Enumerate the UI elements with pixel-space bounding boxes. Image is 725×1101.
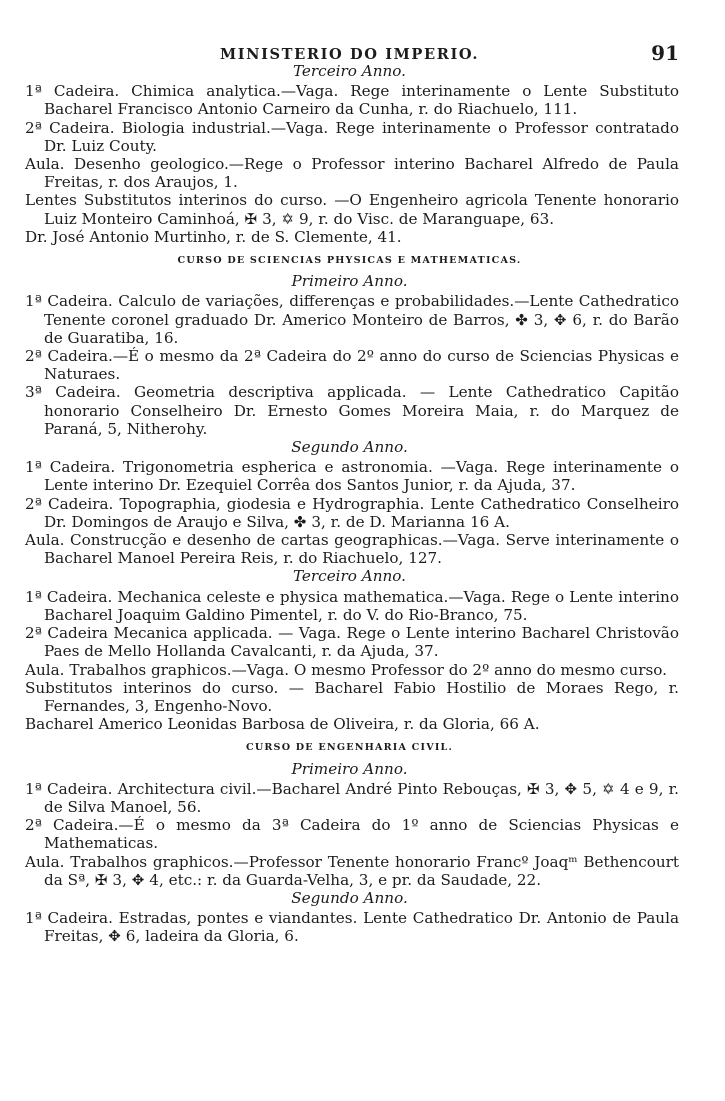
year-heading: Terceiro Anno.	[292, 567, 406, 586]
chair-entry: 2ª Cadeira Mecanica applicada. — Vaga. Rege o Lente interino Bacharel Christovão Paes de Mello Hollanda Cavalcanti, r. da Ajuda, 37.	[25, 624, 679, 661]
person-entry: Dr. José Antonio Murtinho, r. de S. Clemente, 41.	[25, 227, 402, 246]
year-heading: Primeiro Anno.	[291, 759, 408, 778]
chair-entry: 2ª Cadeira.—É o mesmo da 2ª Cadeira do 2º anno do curso de Sciencias Physicas e Naturaes.	[25, 347, 679, 384]
chair-entry: 2ª Cadeira.—É o mesmo da 3ª Cadeira do 1º anno de Sciencias Physicas e Mathematicas.	[25, 816, 679, 853]
year-heading: Segundo Anno.	[291, 438, 408, 457]
chair-entry: 2ª Cadeira. Biologia industrial.—Vaga. Rege interinamente o Professor contratado Dr. Luiz Couty.	[25, 118, 679, 155]
course-heading: CURSO DE SCIENCIAS PHYSICAS E MATHEMATICAS.	[177, 255, 522, 267]
chair-entry: 3ª Cadeira. Geometria descriptiva applicada. — Lente Cathedratico Capitão honorario Conselheiro Dr. Ernesto Gomes Moreira Maia, r. do Marquez de Paraná, 5, Nitherohy.	[25, 383, 679, 438]
substitutes-entry: Lentes Substitutos interinos do curso. —O Engenheiro agricola Tenente honorario Luiz Monteiro Caminhoá, ✠ 3, ✡ 9, r. do Visc. de Maranguape, 63.	[25, 191, 679, 228]
chair-entry: 1ª Cadeira. Architectura civil.—Bacharel André Pinto Rebouças, ✠ 3, ✥ 5, ✡ 4 e 9, r. de Silva Manoel, 56.	[25, 779, 679, 816]
course-heading: CURSO DE ENGENHARIA CIVIL.	[245, 742, 454, 754]
class-entry: Aula. Desenho geologico.—Rege o Professor interino Bacharel Alfredo de Paula Freitas, r. dos Araujos, 1.	[25, 155, 679, 192]
class-entry: Aula. Trabalhos graphicos.—Vaga. O mesmo Professor do 2º anno do mesmo curso.	[25, 660, 667, 679]
year-heading: Terceiro Anno.	[292, 62, 406, 80]
chair-entry: 1ª Cadeira. Calculo de variações, differenças e probabilidades.—Lente Cathedratico Tenente coronel graduado Dr. Americo Monteiro de Barros, ✤ 3, ✥ 6, r. do Barão de Guaratiba, 16.	[25, 292, 679, 347]
chair-entry: 1ª Cadeira. Estradas, pontes e viandantes. Lente Cathedratico Dr. Antonio de Paula Freitas, ✥ 6, ladeira da Gloria, 6.	[25, 909, 679, 946]
class-entry: Aula. Construcção e desenho de cartas geographicas.—Vaga. Serve interinamente o Bacharel Manoel Pereira Reis, r. do Riachuelo, 127.	[25, 531, 679, 568]
person-entry: Bacharel Americo Leonidas Barbosa de Oliveira, r. da Gloria, 66 A.	[25, 715, 540, 734]
chair-entry: 1ª Cadeira. Trigonometria espherica e astronomia. —Vaga. Rege interinamente o Lente interino Dr. Ezequiel Corrêa dos Santos Junior, r. da Ajuda, 37.	[25, 458, 679, 495]
chair-entry: 1ª Cadeira. Chimica analytica.—Vaga. Rege interinamente o Lente Substituto Bacharel Francisco Antonio Carneiro da Cunha, r. do Riachuelo, 111.	[25, 82, 679, 119]
running-head	[20, 36, 679, 65]
chair-entry: 1ª Cadeira. Mechanica celeste e physica mathematica.—Vaga. Rege o Lente interino Bacharel Joaquim Galdino Pimentel, r. do V. do Rio-Branco, 75.	[25, 587, 679, 624]
year-heading: Primeiro Anno.	[291, 272, 408, 291]
page-number: 91	[651, 41, 679, 65]
chair-entry: 2ª Cadeira. Topographia, giodesia e Hydrographia. Lente Cathedratico Conselheiro Dr. Domingos de Araujo e Silva, ✤ 3, r. de D. Marianna 16 A.	[25, 494, 679, 531]
class-entry: Aula. Trabalhos graphicos.—Professor Tenente honorario Francº Joaqᵐ Bethencourt da Sª, ✠ 3, ✥ 4, etc.: r. da Guarda-Velha, 3, e pr. da Saudade, 22.	[25, 852, 679, 889]
page-header-title: MINISTERIO DO IMPERIO.	[219, 46, 480, 63]
substitutes-entry: Substitutos interinos do curso. — Bacharel Fabio Hostilio de Moraes Rego, r. Fernandes, 3, Engenho-Novo.	[25, 678, 679, 715]
year-heading: Segundo Anno.	[291, 888, 408, 907]
